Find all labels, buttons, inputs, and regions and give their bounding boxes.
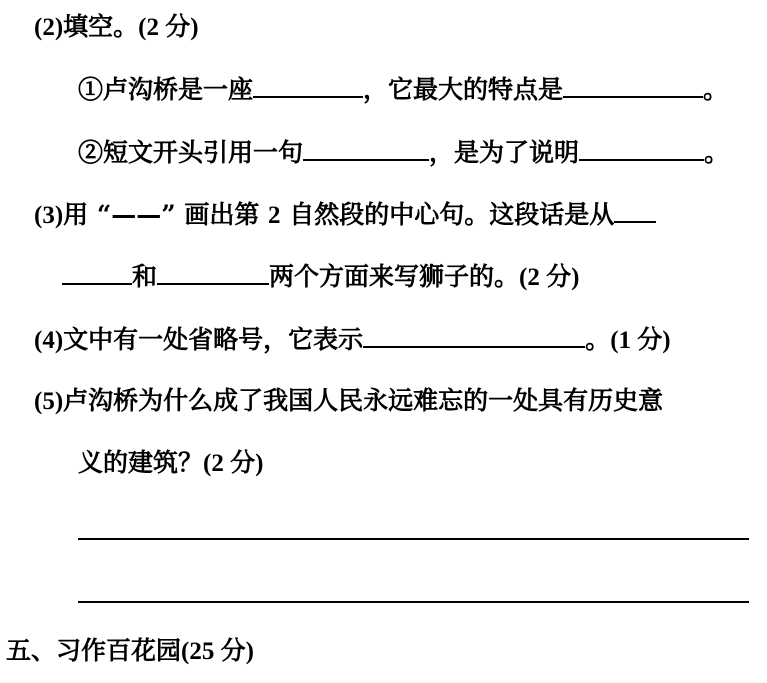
answer-line[interactable] bbox=[78, 601, 749, 603]
answer-blank[interactable] bbox=[614, 199, 656, 223]
q3-para-num: 2 bbox=[268, 202, 281, 229]
q4-line bbox=[34, 324, 671, 356]
q4-end: 。 bbox=[585, 325, 611, 354]
q2-item-1 bbox=[78, 74, 728, 105]
section-5-heading bbox=[6, 636, 254, 667]
item1-text-b: ，它最大的特点是 bbox=[363, 75, 564, 104]
answer-blank[interactable] bbox=[253, 74, 363, 98]
q5-line-2 bbox=[78, 448, 263, 479]
section-5-score: (25 分) bbox=[181, 638, 254, 665]
q4-text-a: 文中有一处省略号，它表示 bbox=[63, 325, 364, 354]
q5-label: (5) bbox=[34, 388, 64, 415]
q2-title: 填空。 bbox=[63, 12, 139, 41]
answer-line[interactable] bbox=[78, 538, 749, 540]
section-5-title: 五、习作百花园 bbox=[6, 636, 182, 665]
q3-line-1 bbox=[34, 199, 656, 231]
item1-mark: ① bbox=[78, 75, 104, 104]
q5-text-b: 义的建筑？ bbox=[78, 448, 204, 477]
q3-text-d: 两个方面来写狮子的。 bbox=[269, 262, 520, 291]
q4-score: (1 分) bbox=[610, 327, 671, 354]
q2-item-2 bbox=[78, 137, 729, 168]
q4-label: (4) bbox=[34, 327, 64, 354]
item1-text-a: 卢沟桥是一座 bbox=[103, 75, 254, 104]
item2-mark: ② bbox=[78, 138, 104, 167]
q2-score: (2 分) bbox=[138, 14, 199, 41]
answer-blank[interactable] bbox=[303, 137, 429, 161]
q3-text-c: 和 bbox=[132, 262, 158, 291]
item2-text-b: ，是为了说明 bbox=[429, 138, 580, 167]
q3-text-a: 用 “——” 画出第 bbox=[63, 200, 260, 229]
q3-label: (3) bbox=[34, 202, 64, 229]
q5-score: (2 分) bbox=[203, 450, 264, 477]
answer-blank[interactable] bbox=[563, 74, 703, 98]
item2-text-a: 短文开头引用一句 bbox=[103, 138, 304, 167]
item2-end: 。 bbox=[704, 138, 730, 167]
q3-score: (2 分) bbox=[519, 264, 580, 291]
item1-end: 。 bbox=[703, 75, 729, 104]
answer-blank[interactable] bbox=[62, 261, 132, 285]
q3-line-2 bbox=[62, 261, 579, 293]
answer-blank[interactable] bbox=[157, 261, 269, 285]
q2-label: (2) bbox=[34, 14, 64, 41]
answer-blank[interactable] bbox=[579, 137, 704, 161]
q3-text-b: 自然段的中心句。这段话是从 bbox=[289, 200, 615, 229]
answer-blank[interactable] bbox=[363, 324, 585, 348]
q5-text-a: 卢沟桥为什么成了我国人民永远难忘的一处具有历史意 bbox=[63, 386, 664, 415]
q2-heading bbox=[34, 12, 199, 43]
q5-line-1 bbox=[34, 386, 663, 417]
